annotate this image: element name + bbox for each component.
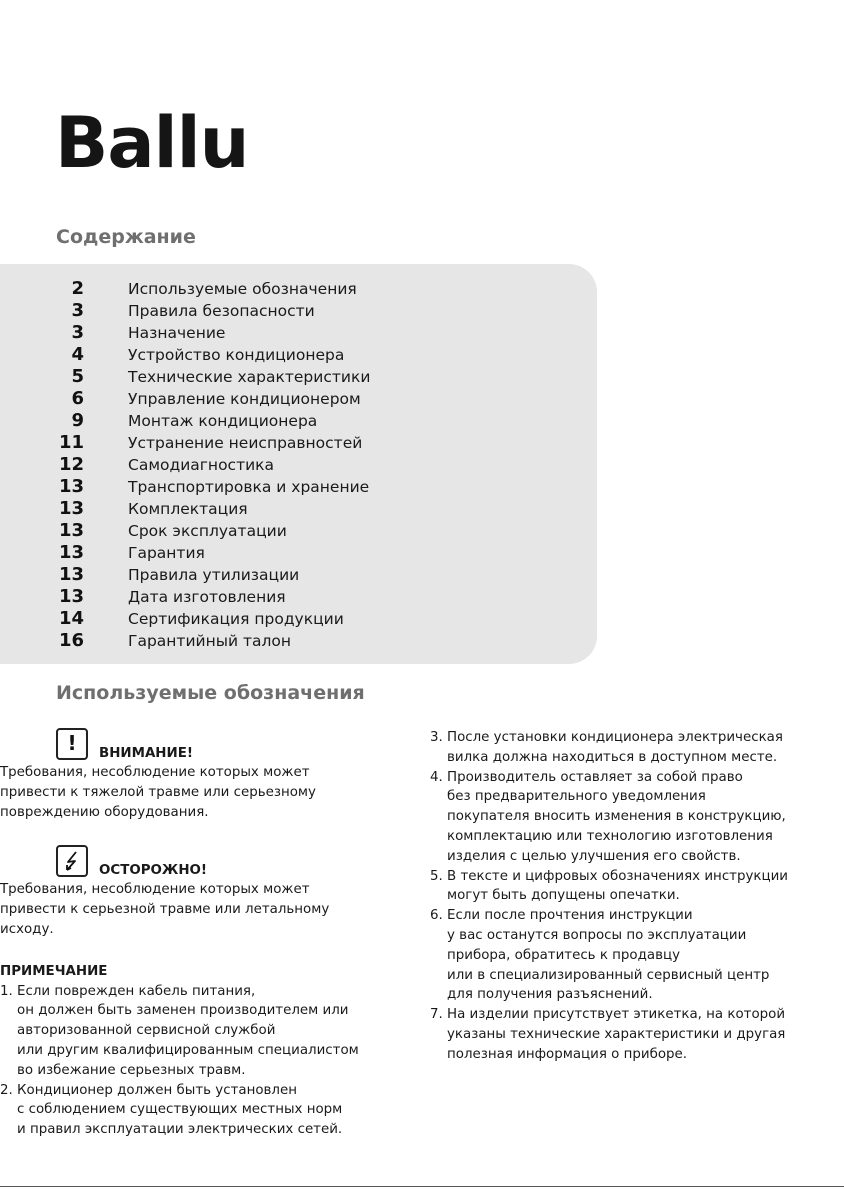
toc-entry	[0, 542, 597, 564]
toc-page-number: 5	[71, 366, 84, 387]
note-item-line: изделия с целью улучшения его свойств.	[447, 848, 741, 864]
toc-title: Сертификация продукции	[128, 610, 344, 628]
toc-title: Транспортировка и хранение	[128, 478, 370, 496]
note-item-number: 7.	[430, 1007, 443, 1023]
note-item-line: полезная информация о приборе.	[447, 1046, 688, 1062]
toc-page-number: 13	[58, 586, 84, 607]
caution-block	[0, 845, 426, 939]
toc-entry	[0, 586, 597, 608]
note-item-line: он должен быть заменен производителем или	[17, 1003, 349, 1019]
note-item-line: или в специализированный сервисный центр	[447, 967, 770, 983]
note-title: ПРИМЕЧАНИЕ	[0, 963, 108, 979]
toc-entry	[0, 520, 597, 542]
toc-entry	[0, 366, 597, 388]
note-item-line: комплектацию или технологию изготовления	[447, 828, 773, 844]
toc-title: Дата изготовления	[128, 588, 286, 606]
note-item	[430, 867, 790, 907]
toc-page-number: 12	[58, 454, 84, 475]
caution-text-line: исходу.	[0, 921, 54, 937]
note-item-number: 2.	[0, 1082, 13, 1098]
exclamation-icon: !	[56, 728, 88, 760]
note-item-line: Если поврежден кабель питания,	[17, 983, 256, 999]
toc-entry	[0, 476, 597, 498]
toc-entry	[0, 300, 597, 322]
note-item-line: указаны технические характеристики и другая	[447, 1026, 786, 1042]
note-item-line: покупателя вносить изменения в конструкцию,	[447, 809, 786, 825]
note-item-line: вилка должна находиться в доступном месте.	[447, 749, 778, 765]
note-item-line: без предварительного уведомления	[447, 789, 706, 805]
note-list-right	[430, 728, 790, 1065]
bottom-rule	[0, 1186, 844, 1187]
toc-page-number: 13	[58, 476, 84, 497]
toc-entry	[0, 278, 597, 300]
toc-title: Назначение	[128, 324, 226, 342]
left-column	[0, 728, 426, 1140]
note-item-line: авторизованной сервисной службой	[17, 1023, 276, 1039]
caution-title: ОСТОРОЖНО!	[99, 863, 208, 879]
toc-entry	[0, 410, 597, 432]
toc-page-number: 13	[58, 564, 84, 585]
toc-page-number: 2	[71, 278, 84, 299]
note-item	[0, 1081, 426, 1140]
note-item	[0, 982, 426, 1081]
attention-title: ВНИМАНИЕ!	[99, 746, 193, 761]
toc-title: Монтаж кондиционера	[128, 412, 318, 430]
toc-entry	[0, 564, 597, 586]
toc-entry	[0, 432, 597, 454]
toc-entry	[0, 454, 597, 476]
lightning-icon	[56, 845, 88, 877]
note-list-left	[0, 982, 426, 1140]
toc-entry	[0, 608, 597, 630]
note-item-line: Если после прочтения инструкции	[447, 908, 693, 924]
note-item-number: 5.	[430, 868, 443, 884]
note-item	[430, 728, 790, 768]
caution-text	[0, 880, 426, 939]
attention-block	[0, 728, 426, 822]
toc-page-number: 13	[58, 542, 84, 563]
toc-page-number: 13	[58, 520, 84, 541]
toc-entry	[0, 388, 597, 410]
toc-title: Устранение неисправностей	[128, 434, 363, 452]
note-item-number: 3.	[430, 730, 443, 745]
note-item	[430, 768, 790, 867]
note-item-line: Производитель оставляет за собой право	[447, 769, 743, 785]
note-item-line: могут быть допущены опечатки.	[447, 888, 680, 904]
toc-title: Гарантия	[128, 544, 205, 562]
toc-entry	[0, 344, 597, 366]
caution-text-line: привести к серьезной травме или летальному	[0, 902, 330, 918]
note-item-line: или другим квалифицированным специалистом	[17, 1042, 359, 1058]
attention-text-line: Требования, несоблюдение которых может	[0, 765, 310, 780]
note-item-line: у вас останутся вопросы по эксплуатации	[447, 927, 747, 943]
note-item-line: с соблюдением существующих местных норм	[17, 1102, 343, 1118]
toc-list	[0, 278, 597, 652]
note-item-line: После установки кондиционера электрическая	[447, 730, 783, 745]
toc-page-number: 13	[58, 498, 84, 519]
note-item-number: 6.	[430, 908, 443, 924]
toc-page-number: 9	[71, 410, 84, 431]
note-item-line: для получения разъяснений.	[447, 987, 653, 1003]
toc-page-number: 4	[71, 344, 84, 365]
note-item-number: 1.	[0, 983, 13, 999]
toc-title: Используемые обозначения	[128, 280, 357, 298]
toc-title: Комплектация	[128, 500, 248, 518]
toc-heading: Содержание	[56, 226, 196, 248]
toc-title: Гарантийный талон	[128, 632, 292, 650]
toc-page-number: 3	[71, 300, 84, 321]
attention-text	[0, 763, 426, 822]
toc-page-number: 11	[58, 432, 84, 453]
note-item	[430, 1005, 790, 1064]
attention-text-line: привести к тяжелой травме или серьезному	[0, 784, 316, 800]
toc-page-number: 16	[58, 630, 84, 651]
caution-text-line: Требования, несоблюдение которых может	[0, 882, 310, 898]
toc-entry	[0, 322, 597, 344]
toc-title: Технические характеристики	[128, 368, 371, 386]
right-column	[430, 728, 790, 1065]
note-item-line: В тексте и цифровых обозначениях инструкции	[447, 868, 789, 884]
note-item-line: прибора, обратитесь к продавцу	[447, 947, 681, 963]
note-item-line: На изделии присутствует этикетка, на которой	[447, 1007, 786, 1023]
note-item-line: во избежание серьезных травм.	[17, 1062, 246, 1078]
toc-page-number: 6	[71, 388, 84, 409]
toc-title: Правила утилизации	[128, 566, 300, 584]
toc-title: Управление кондиционером	[128, 390, 361, 408]
toc-entry	[0, 630, 597, 652]
toc-title: Самодиагностика	[128, 456, 275, 474]
note-block	[0, 962, 426, 1140]
brand-logo: Ballu	[55, 102, 249, 184]
attention-text-line: повреждению оборудования.	[0, 804, 209, 820]
note-item	[430, 906, 790, 1005]
toc-title: Срок эксплуатации	[128, 522, 287, 540]
note-item-line: Кондиционер должен быть установлен	[17, 1082, 297, 1098]
toc-page-number: 14	[58, 608, 84, 629]
note-item-line: и правил эксплуатации электрических сетей.	[17, 1122, 343, 1138]
toc-title: Устройство кондиционера	[128, 346, 345, 364]
note-item-number: 4.	[430, 769, 443, 785]
symbols-heading: Используемые обозначения	[56, 682, 365, 704]
toc-page-number: 3	[71, 322, 84, 343]
toc-title: Правила безопасности	[128, 302, 315, 320]
toc-entry	[0, 498, 597, 520]
